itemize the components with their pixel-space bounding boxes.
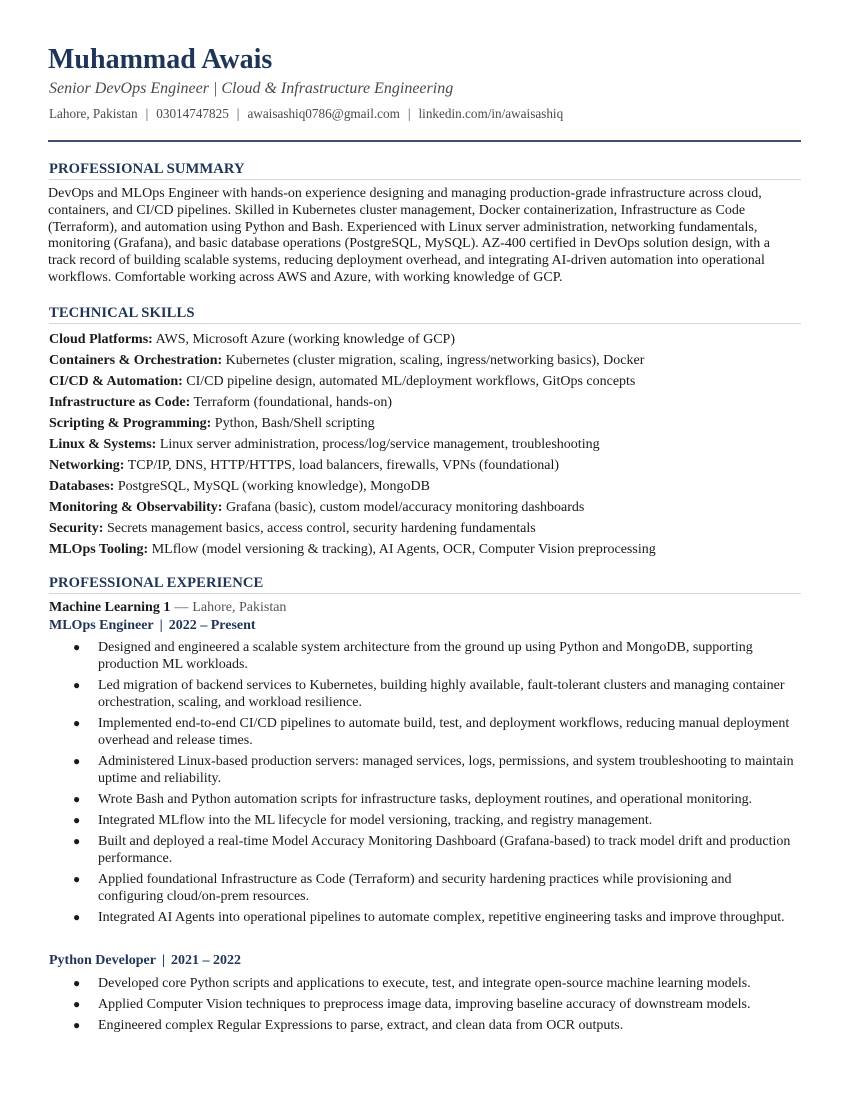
role-dates: 2021 – 2022 — [171, 953, 242, 968]
company-location: Lahore, Pakistan — [192, 600, 287, 615]
bullet-dot-icon: ● — [73, 997, 81, 1011]
company-line — [49, 599, 286, 617]
bullet-text: Built and deployed a real-time Model Accuracy Monitoring Dashboard (Grafana-based) to track model drift and production performance. — [98, 834, 791, 866]
bullet-dot-icon: ● — [73, 754, 81, 768]
skill-row — [49, 413, 801, 434]
contact-separator: | — [236, 106, 240, 121]
bullet-item — [48, 871, 798, 905]
skill-category: Networking: — [49, 458, 125, 473]
section-title-summary: PROFESSIONAL SUMMARY — [49, 160, 801, 180]
bullet-text: Designed and engineered a scalable system architecture from the ground up using Python and MongoDB, supporting production ML workloads. — [98, 640, 753, 672]
skill-row — [49, 539, 801, 560]
bullet-item — [48, 715, 798, 749]
header-divider — [48, 140, 801, 142]
bullet-dot-icon: ● — [73, 813, 81, 827]
skill-row — [49, 476, 801, 497]
skill-row — [49, 497, 801, 518]
role-separator: | — [161, 953, 166, 968]
contact-separator: | — [145, 106, 149, 121]
bullet-item — [48, 975, 798, 992]
bullet-text: Integrated AI Agents into operational pipelines to automate complex, repetitive engineering tasks and improve throughput. — [98, 910, 785, 925]
bullet-text: Applied foundational Infrastructure as Code (Terraform) and security hardening practices while provisioning and configuring cloud/on-prem resources. — [98, 872, 732, 904]
bullet-dot-icon: ● — [73, 976, 81, 990]
skill-row — [49, 392, 801, 413]
role-separator: | — [159, 618, 163, 633]
contact-linkedin[interactable]: linkedin.com/in/awaisashiq — [418, 106, 564, 121]
skill-category: Linux & Systems: — [49, 437, 157, 452]
section-title-skills: TECHNICAL SKILLS — [49, 304, 801, 324]
contact-location: Lahore, Pakistan — [49, 106, 138, 121]
contact-line — [49, 105, 563, 123]
skill-values: Secrets management basics, access control, security hardening fundamentals — [106, 521, 536, 536]
skill-row — [49, 371, 801, 392]
role-bullets-mlops — [48, 639, 798, 930]
candidate-headline: Senior DevOps Engineer | Cloud & Infrastructure Engineering — [49, 80, 454, 97]
role-header-mlops — [49, 617, 256, 635]
skill-category: Infrastructure as Code: — [49, 395, 191, 410]
bullet-dot-icon: ● — [73, 872, 81, 886]
company-dash: — — [174, 600, 189, 615]
skill-category: Cloud Platforms: — [49, 332, 153, 347]
bullet-dot-icon: ● — [73, 834, 81, 848]
bullet-dot-icon: ● — [73, 1018, 81, 1032]
role-bullets-python — [48, 975, 798, 1038]
skill-values: Kubernetes (cluster migration, scaling, ingress/networking basics), Docker — [225, 353, 645, 368]
contact-email[interactable]: awaisashiq0786@gmail.com — [247, 106, 400, 121]
skill-category: Monitoring & Observability: — [49, 500, 223, 515]
section-title-experience: PROFESSIONAL EXPERIENCE — [49, 574, 801, 594]
contact-phone[interactable]: 03014747825 — [156, 106, 229, 121]
bullet-text: Integrated MLflow into the ML lifecycle for model versioning, tracking, and registry management. — [98, 813, 653, 828]
skill-values: Linux server administration, process/log/service management, troubleshooting — [159, 437, 600, 452]
bullet-text: Wrote Bash and Python automation scripts for infrastructure tasks, deployment routines, and operational monitoring. — [98, 792, 753, 807]
bullet-item — [48, 1017, 798, 1034]
skill-values: Terraform (foundational, hands-on) — [193, 395, 392, 410]
skill-values: PostgreSQL, MySQL (working knowledge), MongoDB — [117, 479, 430, 494]
bullet-item — [48, 812, 798, 829]
bullet-text: Administered Linux-based production servers: managed services, logs, permissions, and system troubleshooting to maintain uptime and reliability. — [98, 754, 794, 786]
bullet-dot-icon: ● — [73, 678, 81, 692]
skill-values: Grafana (basic), custom model/accuracy monitoring dashboards — [225, 500, 585, 515]
bullet-item — [48, 833, 798, 867]
bullet-text: Developed core Python scripts and applications to execute, test, and integrate open-source machine learning models. — [98, 976, 751, 991]
company-name: Machine Learning 1 — [49, 600, 171, 615]
role-dates: 2022 – Present — [168, 618, 256, 633]
skill-category: Databases: — [49, 479, 115, 494]
skill-values: CI/CD pipeline design, automated ML/deployment workflows, GitOps concepts — [186, 374, 636, 389]
bullet-item — [48, 996, 798, 1013]
skill-values: MLflow (model versioning & tracking), AI Agents, OCR, Computer Vision preprocessing — [151, 542, 656, 557]
bullet-dot-icon: ● — [73, 792, 81, 806]
bullet-dot-icon: ● — [73, 910, 81, 924]
bullet-item — [48, 639, 798, 673]
role-title: MLOps Engineer — [49, 618, 154, 633]
skill-row — [49, 455, 801, 476]
skill-row — [49, 518, 801, 539]
bullet-item — [48, 677, 798, 711]
bullet-dot-icon: ● — [73, 716, 81, 730]
role-title: Python Developer — [49, 953, 156, 968]
skill-row — [49, 329, 801, 350]
bullet-item — [48, 791, 798, 808]
skill-category: CI/CD & Automation: — [49, 374, 183, 389]
skill-category: Containers & Orchestration: — [49, 353, 223, 368]
skill-values: Python, Bash/Shell scripting — [214, 416, 375, 431]
bullet-text: Implemented end-to-end CI/CD pipelines to automate build, test, and deployment workflows, reducing manual deployment overhead and release times. — [98, 716, 790, 748]
bullet-dot-icon: ● — [73, 640, 81, 654]
candidate-name: Muhammad Awais — [48, 44, 273, 75]
bullet-item — [48, 753, 798, 787]
skill-category: Security: — [49, 521, 104, 536]
skill-row — [49, 434, 801, 455]
skill-category: Scripting & Programming: — [49, 416, 212, 431]
bullet-text: Led migration of backend services to Kubernetes, building highly available, fault-tolerant clusters and managing container orchestration, scaling, and workload resilience. — [98, 678, 785, 710]
skill-category: MLOps Tooling: — [49, 542, 149, 557]
skill-values: AWS, Microsoft Azure (working knowledge of GCP) — [155, 332, 456, 347]
skill-row — [49, 350, 801, 371]
role-header-python — [49, 952, 241, 970]
contact-separator: | — [407, 106, 411, 121]
skill-values: TCP/IP, DNS, HTTP/HTTPS, load balancers, firewalls, VPNs (foundational) — [127, 458, 560, 473]
bullet-text: Applied Computer Vision techniques to preprocess image data, improving baseline accuracy of downstream models. — [98, 997, 751, 1012]
summary-text: DevOps and MLOps Engineer with hands-on experience designing and managing production-grade infrastructure across cloud, containers, and CI/CD pipelines. Skilled in Kubernetes cluster management, Docker containerization, Infrastructure as Code (Terraform), and automation using Python and Bash. Experienced with Linux server administration, networking fundamentals, monitoring (Grafana), and basic database operations (PostgreSQL, MySQL). AZ-400 certified in DevOps solution design, with a track record of building scalable systems, reducing deployment overhead, and integrating AI-driven automation into operational workflows. Comfortable working across AWS and Azure, with working knowledge of GCP. — [48, 186, 771, 285]
skills-list — [49, 329, 801, 560]
bullet-item — [48, 909, 798, 926]
bullet-text: Engineered complex Regular Expressions to parse, extract, and clean data from OCR outputs. — [98, 1018, 624, 1033]
